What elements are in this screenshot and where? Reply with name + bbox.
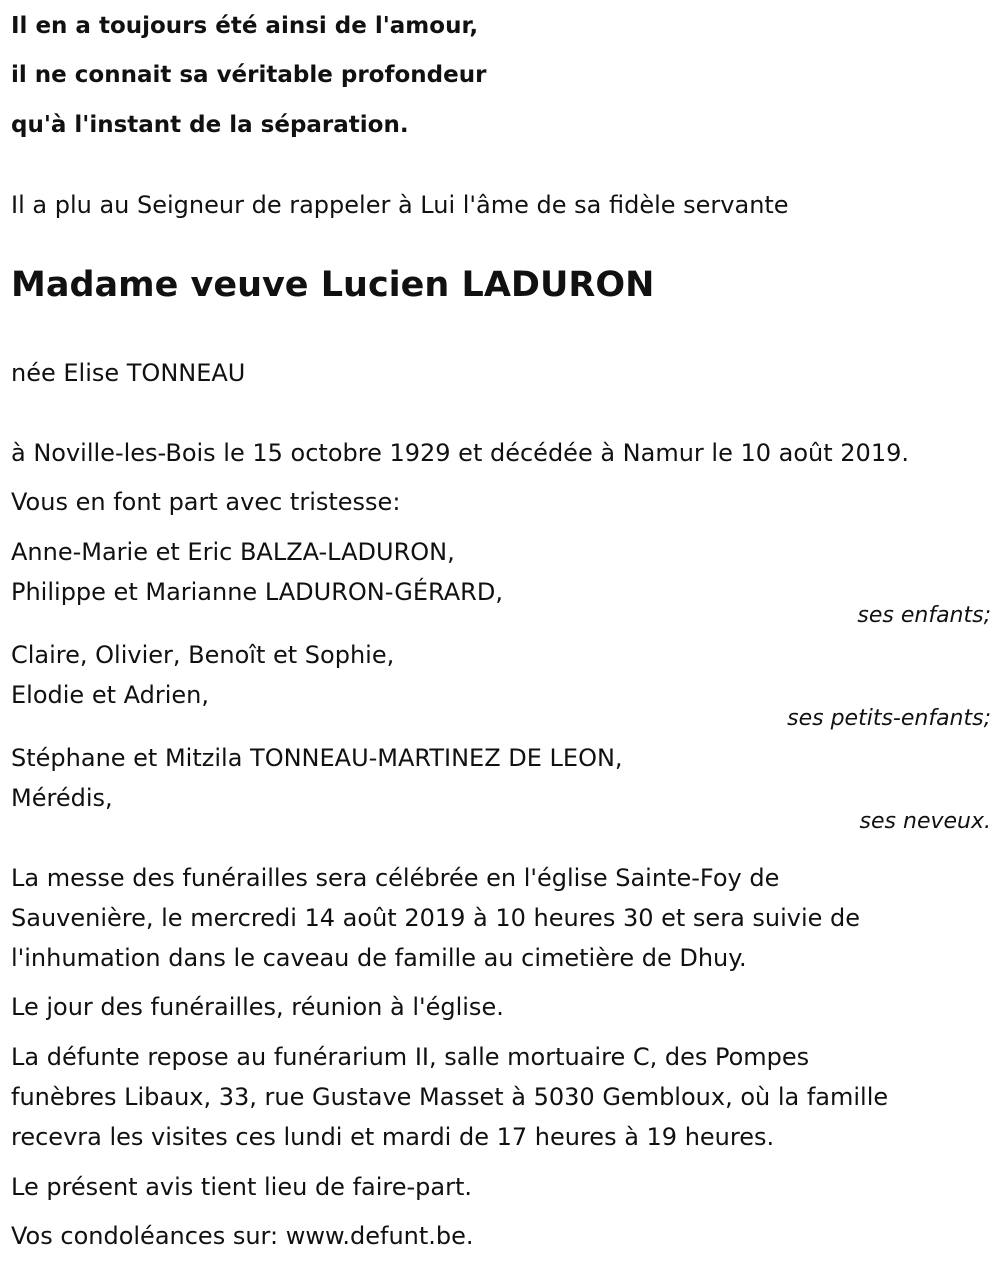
announce-text: Vous en font part avec tristesse: bbox=[11, 488, 401, 516]
family-line: Philippe et Marianne LADURON-GÉRARD, bbox=[11, 578, 503, 606]
relation-label: ses enfants; bbox=[857, 603, 991, 628]
family-line: Anne-Marie et Eric BALZA-LADURON, bbox=[11, 538, 455, 566]
family-line: Elodie et Adrien, bbox=[11, 681, 209, 709]
funeral-text-line: Sauvenière, le mercredi 14 août 2019 à 10 heures 30 et sera suivie de bbox=[11, 904, 861, 932]
visit-text-line: recevra les visites ces lundi et mardi de 17 heures à 19 heures. bbox=[11, 1123, 775, 1151]
maiden-name: née Elise TONNEAU bbox=[11, 359, 246, 387]
visit-text-line: funèbres Libaux, 33, rue Gustave Masset à 5030 Gembloux, où la famille bbox=[11, 1083, 889, 1111]
funeral-text-line: La messe des funérailles sera célébrée en l'église Sainte-Foy de bbox=[11, 864, 780, 892]
motto-line-3: qu'à l'instant de la séparation. bbox=[11, 112, 409, 138]
death-notice bbox=[11, 0, 991, 1266]
meeting-text: Le jour des funérailles, réunion à l'église. bbox=[11, 993, 504, 1021]
notice-text: Le présent avis tient lieu de faire-part. bbox=[11, 1173, 473, 1201]
funeral-text-line: l'inhumation dans le caveau de famille au cimetière de Dhuy. bbox=[11, 944, 747, 972]
condolences-text: Vos condoléances sur: www.defunt.be. bbox=[11, 1222, 474, 1250]
family-line: Claire, Olivier, Benoît et Sophie, bbox=[11, 641, 395, 669]
visit-text-line: La défunte repose au funérarium II, salle mortuaire C, des Pompes bbox=[11, 1043, 810, 1071]
birth-death-text: à Noville-les-Bois le 15 octobre 1929 et décédée à Namur le 10 août 2019. bbox=[11, 439, 909, 467]
deceased-name: Madame veuve Lucien LADURON bbox=[11, 265, 655, 305]
motto-line-2: il ne connait sa véritable profondeur bbox=[11, 62, 487, 88]
motto-line-1: Il en a toujours été ainsi de l'amour, bbox=[11, 13, 479, 39]
relation-label: ses petits-enfants; bbox=[787, 706, 991, 731]
relation-label: ses neveux. bbox=[859, 809, 991, 834]
intro-text: Il a plu au Seigneur de rappeler à Lui l'âme de sa fidèle servante bbox=[11, 191, 789, 219]
family-line: Mérédis, bbox=[11, 784, 113, 812]
family-line: Stéphane et Mitzila TONNEAU-MARTINEZ DE LEON, bbox=[11, 744, 623, 772]
